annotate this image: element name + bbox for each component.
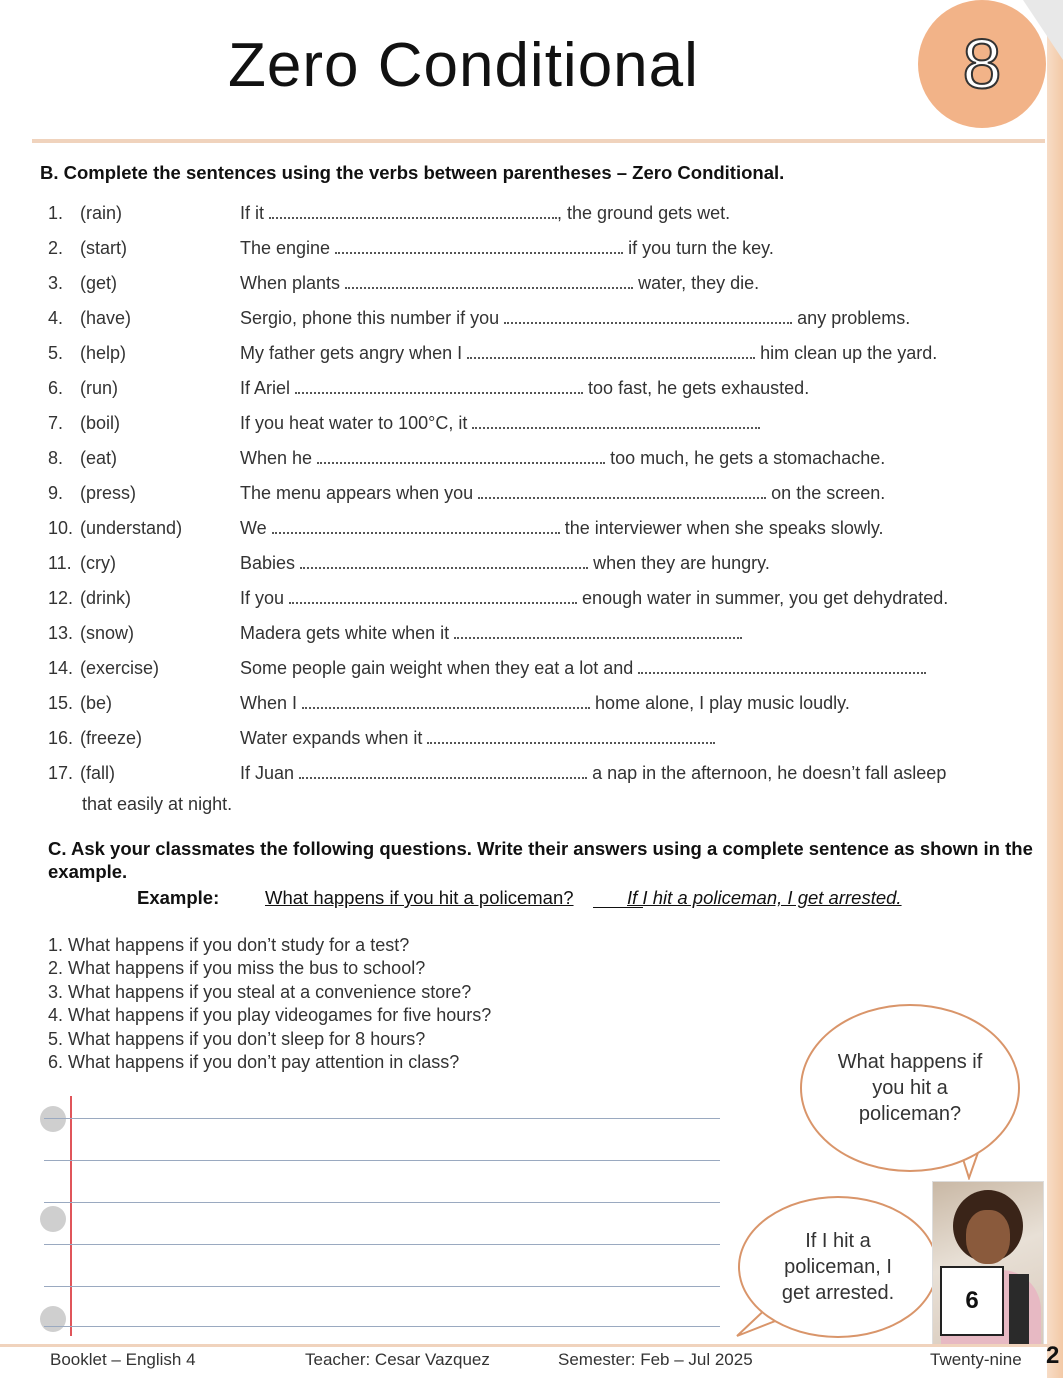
sentence-end: home alone, I play music loudly. [590, 693, 850, 713]
item-verb: (drink) [80, 588, 132, 608]
notebook-line [44, 1118, 720, 1119]
item-sentence [240, 233, 774, 263]
page-edge-decoration [1047, 0, 1063, 1378]
question-list [48, 934, 491, 1074]
answer-blank[interactable] [299, 761, 587, 779]
item-number: 10. [48, 518, 74, 538]
exercise-item [48, 583, 1033, 613]
item-verb: (run) [80, 378, 119, 398]
item-number: 8. [48, 448, 64, 468]
footer-divider [0, 1344, 1050, 1347]
item-number: 2. [48, 238, 64, 258]
answer-blank[interactable] [272, 516, 560, 534]
item-sentence [240, 758, 946, 788]
section-b-heading: B. Complete the sentences using the verbs between parentheses – Zero Conditional. [40, 162, 785, 183]
sentence-start: If you [240, 588, 285, 608]
sentence-start: If Ariel [240, 378, 291, 398]
sentence-end: the interviewer when she speaks slowly. [559, 518, 884, 538]
notebook-line [44, 1244, 720, 1245]
item-number: 7. [48, 413, 64, 433]
item-verb: (fall) [80, 763, 115, 783]
question-item: 3. What happens if you steal at a convenience store? [48, 981, 472, 1002]
item-number: 4. [48, 308, 64, 328]
title-divider [32, 139, 1045, 143]
small-page-number: 6 [940, 1266, 1004, 1336]
sentence-start: If it [240, 203, 265, 223]
answer-blank[interactable] [504, 306, 792, 324]
example-line [137, 887, 902, 909]
binder-hole [40, 1206, 66, 1232]
footer-booklet: Booklet – English 4 [50, 1350, 196, 1369]
sentence-start: When he [240, 448, 313, 468]
speech-bubble-question: What happens if you hit a policeman? [800, 1004, 1020, 1172]
exercise-item [48, 723, 1033, 753]
sentence-start: When plants [240, 273, 341, 293]
page-title: Zero Conditional [228, 31, 699, 100]
binder-hole [40, 1306, 66, 1332]
exercise-item [48, 198, 1033, 228]
photo-face [966, 1210, 1010, 1264]
answer-blank[interactable] [300, 551, 588, 569]
example-question: What happens if you hit a policeman? [265, 887, 574, 908]
sentence-start: If you heat water to 100°C, it [240, 413, 468, 433]
item-sentence [240, 513, 884, 543]
photo-bag-strap [1009, 1274, 1029, 1345]
exercise-item [48, 373, 1033, 403]
item-number: 16. [48, 728, 74, 748]
unit-number-badge [918, 0, 1046, 128]
sentence-end: too much, he gets a stomachache. [605, 448, 886, 468]
exercise-item [48, 478, 1033, 508]
item-number: 6. [48, 378, 64, 398]
item-sentence [240, 618, 742, 648]
exercise-item [48, 548, 1033, 578]
item-verb: (exercise) [80, 658, 160, 678]
sentence-end: any problems. [792, 308, 911, 328]
answer-blank[interactable] [638, 656, 926, 674]
item-verb: (help) [80, 343, 127, 363]
item-17-continuation: that easily at night. [82, 794, 233, 814]
answer-blank[interactable] [472, 411, 760, 429]
answer-blank[interactable] [295, 376, 583, 394]
sentence-start: We [240, 518, 267, 538]
sentence-end: , the ground gets wet. [557, 203, 731, 223]
item-number: 12. [48, 588, 74, 608]
exercise-item [48, 653, 1033, 683]
item-number: 1. [48, 203, 64, 223]
question-item: 5. What happens if you don’t sleep for 8 hours? [48, 1028, 426, 1049]
item-sentence [240, 723, 715, 753]
question-item: 1. What happens if you don’t study for a test? [48, 935, 410, 955]
item-sentence [240, 478, 885, 508]
exercise-item [48, 758, 1033, 788]
example-answer: If I hit a policeman, I get arrested. [627, 887, 902, 908]
answer-blank[interactable] [345, 271, 633, 289]
item-verb: (start) [80, 238, 127, 258]
exercise-item [48, 443, 1033, 473]
item-sentence [240, 198, 730, 228]
footer-teacher: Teacher: Cesar Vazquez [305, 1350, 490, 1369]
footer-semester: Semester: Feb – Jul 2025 [558, 1350, 753, 1369]
exercise-item [48, 233, 1033, 263]
answer-blank[interactable] [302, 691, 590, 709]
exercise-item [48, 688, 1033, 718]
item-number: 13. [48, 623, 74, 643]
notebook-margin-line [70, 1096, 72, 1336]
sentence-end: a nap in the afternoon, he doesn’t fall asleep [587, 763, 947, 783]
notebook-line [44, 1202, 720, 1203]
answer-blank[interactable] [317, 446, 605, 464]
item-sentence [240, 688, 850, 718]
notebook-line [44, 1286, 720, 1287]
item-sentence [240, 653, 926, 683]
question-item: 6. What happens if you don’t pay attention in class? [48, 1051, 460, 1072]
sentence-start: Some people gain weight when they eat a lot and [240, 658, 634, 678]
item-sentence [240, 583, 948, 613]
item-verb: (cry) [80, 553, 116, 573]
exercise-item [48, 303, 1033, 333]
footer-page-word: Twenty-nine [930, 1350, 1022, 1369]
sentence-end: too fast, he gets exhausted. [583, 378, 810, 398]
answer-blank[interactable] [269, 201, 557, 219]
item-number: 5. [48, 343, 64, 363]
sentence-end: when they are hungry. [588, 553, 770, 573]
item-verb: (have) [80, 308, 132, 328]
answer-blank[interactable] [335, 236, 623, 254]
exercise-item [48, 338, 1033, 368]
answer-blank[interactable] [478, 481, 766, 499]
sentence-start: My father gets angry when I [240, 343, 463, 363]
notebook-line [44, 1160, 720, 1161]
answer-blank[interactable] [467, 341, 755, 359]
item-verb: (boil) [80, 413, 121, 433]
exercise-item [48, 408, 1033, 438]
section-c-heading: C. Ask your classmates the following questions. Write their answers using a complete sentence as shown in the example. [48, 838, 1033, 882]
exercise-item [48, 618, 1033, 648]
item-number: 9. [48, 483, 64, 503]
item-sentence [240, 303, 910, 333]
item-verb: (eat) [80, 448, 118, 468]
item-verb: (freeze) [80, 728, 143, 748]
item-verb: (get) [80, 273, 118, 293]
item-sentence [240, 548, 770, 578]
item-verb: (rain) [80, 203, 123, 223]
item-verb: (press) [80, 483, 137, 503]
item-number: 3. [48, 273, 64, 293]
question-item: 4. What happens if you play videogames for five hours? [48, 1005, 492, 1026]
sentence-end: on the screen. [766, 483, 886, 503]
binder-hole [40, 1106, 66, 1132]
sentence-end: water, they die. [633, 273, 760, 293]
item-number: 15. [48, 693, 74, 713]
answer-blank[interactable] [289, 586, 577, 604]
item-verb: (be) [80, 693, 113, 713]
exercise-item [48, 268, 1033, 298]
sentence-start: When I [240, 693, 298, 713]
unit-number: 8 [962, 25, 1002, 103]
item-verb: (snow) [80, 623, 135, 643]
sentence-start: Water expands when it [240, 728, 423, 748]
item-sentence [240, 443, 885, 473]
item-sentence [240, 408, 760, 438]
sentence-start: The engine [240, 238, 331, 258]
notebook-line [44, 1326, 720, 1327]
item-verb: (understand) [80, 518, 183, 538]
item-number: 11. [48, 553, 72, 573]
sentence-start: Babies [240, 553, 296, 573]
sentence-start: Madera gets white when it [240, 623, 450, 643]
notebook-answer-area[interactable] [40, 1096, 720, 1336]
item-number: 17. [48, 763, 74, 783]
item-sentence [240, 373, 809, 403]
question-item: 2. What happens if you miss the bus to school? [48, 958, 426, 979]
sentence-start: If Juan [240, 763, 295, 783]
sentence-start: Sergio, phone this number if you [240, 308, 500, 328]
sentence-end: enough water in summer, you get dehydrated. [577, 588, 949, 608]
footer-page-digit: 2 [1046, 1342, 1060, 1369]
item-number: 14. [48, 658, 74, 678]
answer-blank[interactable] [427, 726, 715, 744]
example-label: Example: [137, 887, 220, 908]
item-sentence [240, 268, 759, 298]
answer-blank[interactable] [454, 621, 742, 639]
exercise-item [48, 513, 1033, 543]
sentence-end: if you turn the key. [623, 238, 774, 258]
speech-bubble-answer: If I hit a policeman, I get arrested. [738, 1196, 938, 1338]
sentence-start: The menu appears when you [240, 483, 474, 503]
item-sentence [240, 338, 937, 368]
sentence-end: him clean up the yard. [755, 343, 938, 363]
